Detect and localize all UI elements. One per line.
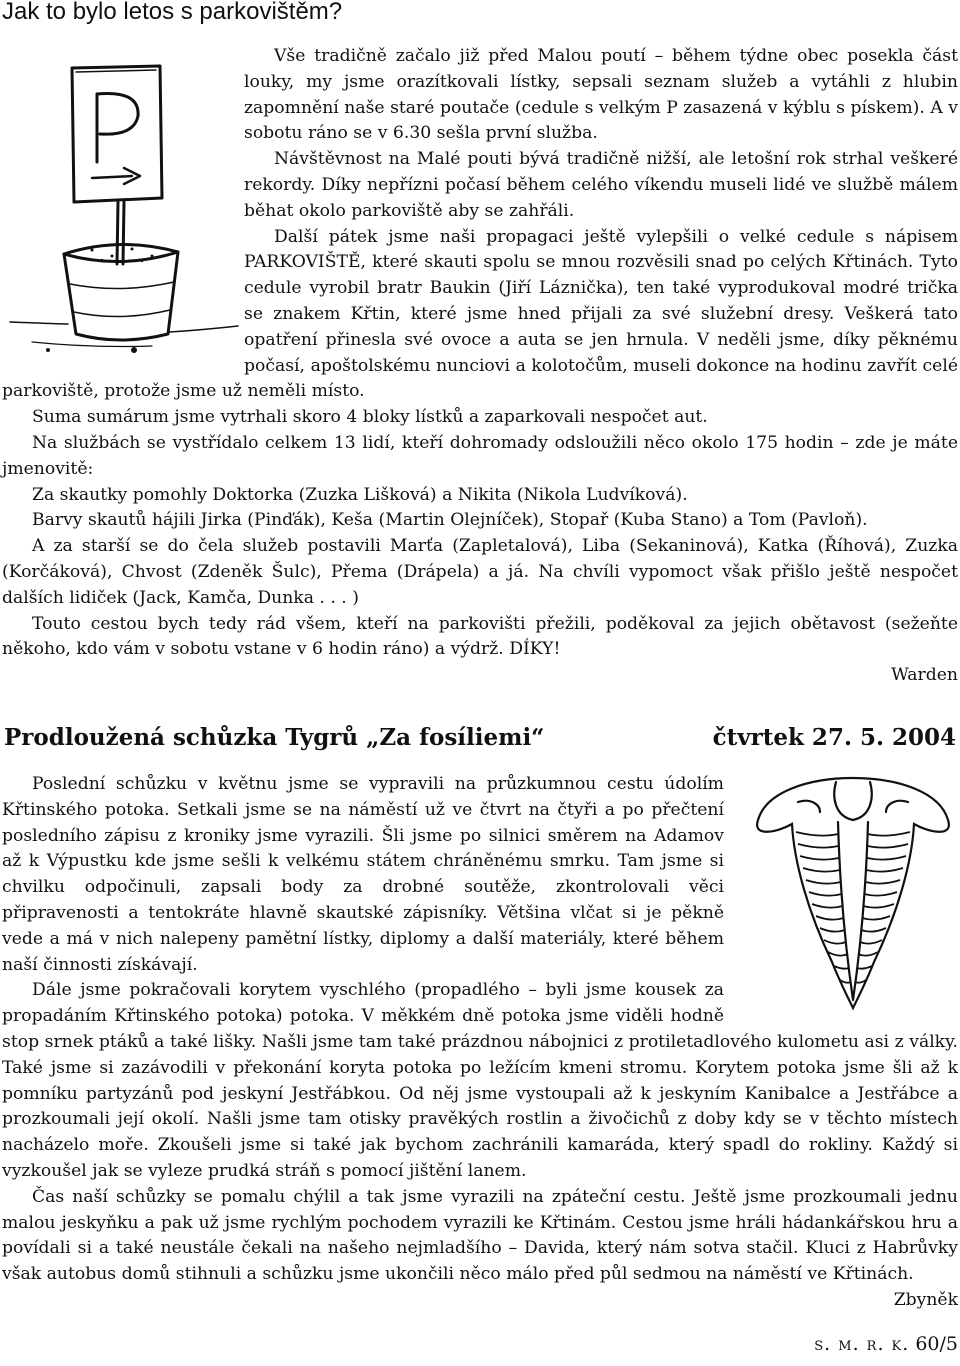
fossils-paragraph-3: Čas naší schůzky se pomalu chýlil a tak jsme vyrazili na zpáteční cestu. Ještě jsme prozkoumali jednu malou jeskyňku a pak už jsme rychlým pochodem vyrazili ke Křtinám. Cestou jsme hráli hádankářskou hru a povídali si a také neustále čekali na našeho nejmladšího – Davida, který nám sotva stačil. Kluci z Habrůvky však autobus domů stihnuli a schůzku jsme ukončili něco málo před půl sedmou na náměstí ve Křtinách. (2, 1186, 958, 1285)
parking-paragraph-7: Barvy skautů hájili Jirka (Pinďák), Keša (Martin Olejníček), Stopař (Kuba Stano) a Tom (Pavloň). (32, 510, 868, 531)
parking-paragraph-6: Za skautky pomohly Doktorka (Zuzka Lišková) a Nikita (Nikola Ludvíková). (32, 484, 688, 505)
parking-paragraph-9: Touto cestou bych tedy rád všem, kteří na parkovišti přežili, poděkoval za jejich obětavost (sežeňte někoho, kdo vám v sobotu vstane v 6 hodin ráno) a výdrž. DÍKY! (2, 613, 958, 660)
journal-name: s. m. r. k. (814, 1333, 910, 1355)
parking-sign-icon (2, 44, 240, 362)
page-footer (814, 1333, 958, 1355)
article-heading-fossils (4, 724, 956, 751)
trilobite-icon (748, 772, 958, 1012)
signature-zbynek: Zbyněk (893, 1289, 958, 1310)
fossils-paragraph-2: Dále jsme pokračovali korytem vyschlého (propadlého – byli jsme kousek za propadáním Křtinského potoka) potoka. V měkkém dně potoka jsme viděli hodně stop srnek ptáků a také lišky. Našli jsme tam také prázdnou nábojnici z protiletadlového kulometu asi z války. Také jsme si zazávodili v překonání koryta potoka po ležícím kmeni stromu. Korytem potoka jsme šli až k pomníku partyzánů pod jeskyní Jestřábkou. Od něj jsme vystoupali až k jeskyním Kanibalce a Jestřábce a prozkoumali její okolí. Našli jsme tam otisky pravěkých rostlin a živočichů z doby kdy se v těchto místech nacházelo moře. Zkoušeli jsme si také jak bychom zachránili kamaráda, který spadl do rokliny. Každý si vyzkoušel jak se vyleze prudká stráň s pomocí jištění lanem. (2, 980, 958, 1181)
parking-paragraph-1: Vše tradičně začalo již před Malou poutí – během týdne obec posekla část louky, my jsme orazítkovali lístky, sepsali seznam služeb a vytáhli z hlubin zapomnění naše staré poutače (cedule s velkým P zasazená v kýblu s pískem). A v sobotu ráno se v 6.30 sešla první služba. (244, 46, 958, 144)
parking-paragraph-4: Suma sumárum jsme vytrhali skoro 4 bloky lístků a zaparkovali nespočet aut. (32, 407, 708, 428)
parking-paragraph-2: Návštěvnost na Malé pouti bývá tradičně nižší, ale letošní rok strhal veškeré rekordy. Díky nepřízni počasí během celého víkendu museli lidé ve službě málem běhat okolo parkoviště aby se zahřáli. (244, 149, 958, 221)
article-title-parking: Jak to bylo letos s parkovištěm? (2, 0, 343, 25)
signature-warden: Warden (891, 665, 958, 686)
article-fossils (2, 772, 958, 1314)
article-parking (2, 44, 958, 689)
article-date: čtvrtek 27. 5. 2004 (712, 724, 956, 751)
page-number: 60/5 (915, 1333, 958, 1355)
parking-paragraph-5: Na službách se vystřídalo celkem 13 lidí, kteří dohromady odsloužili něco okolo 175 hodin – zde je máte jmenovitě: (2, 432, 958, 479)
parking-paragraph-8: A za starší se do čela služeb postavili Marťa (Zapletalová), Liba (Sekaninová), Katka (Říhová), Zuzka (Korčáková), Chvost (Zdeněk Šulc), Přema (Drápela) a já. Na chvíli vypomoct však přišlo ještě nespočet dalších lidiček (Jack, Kamča, Dunka . . . ) (2, 536, 958, 608)
fossils-paragraph-1: Poslední schůzku v květnu jsme se vypravili na průzkumnou cestu údolím Křtinského potoka. Setkali jsme se na náměstí už ve čtvrt na čtyři a po přečtení posledního zápisu z kroniky jsme vyrazili. Šli jsme po silnici směrem na Adamov až k Výpustku kde jsme sešli k velkému státem chráněnému smrku. Tam jsme si chvilku odpočinuli, zapsali body za drobné soutěže, zkontrolovali věci připravenosti a tentokráte hlavně skautské zápisníky. Většina vlčat si je pěkně vede a má v nich nalepeny pamětní lístky, diplomy a další materiály, které během naší činnosti získávají. (2, 774, 724, 975)
article-title-fossils: Prodloužená schůzka Tygrů „Za fosíliemi“ (4, 724, 545, 751)
parking-paragraph-3: Další pátek jsme naši propagaci ještě vylepšili o velké cedule s nápisem PARKOVIŠTĚ, které skauti spolu se mnou rozvěsili snad po celých Křtinách. Tyto cedule vyrobil bratr Baukin (Jiří Láznička), ten také vyprodukoval modré trička se znakem Křtin, které jsme hned přijali za své služební dresy. Veškerá tato opatření přinesla své ovoce a auta se jen hrnula. V neděli jsme, díky pěknému počasí, apoštolskému nunciovi a kolotočům, museli dokonce na hodinu zavřít celé parkoviště, protože jsme už neměli místo. (2, 226, 958, 402)
